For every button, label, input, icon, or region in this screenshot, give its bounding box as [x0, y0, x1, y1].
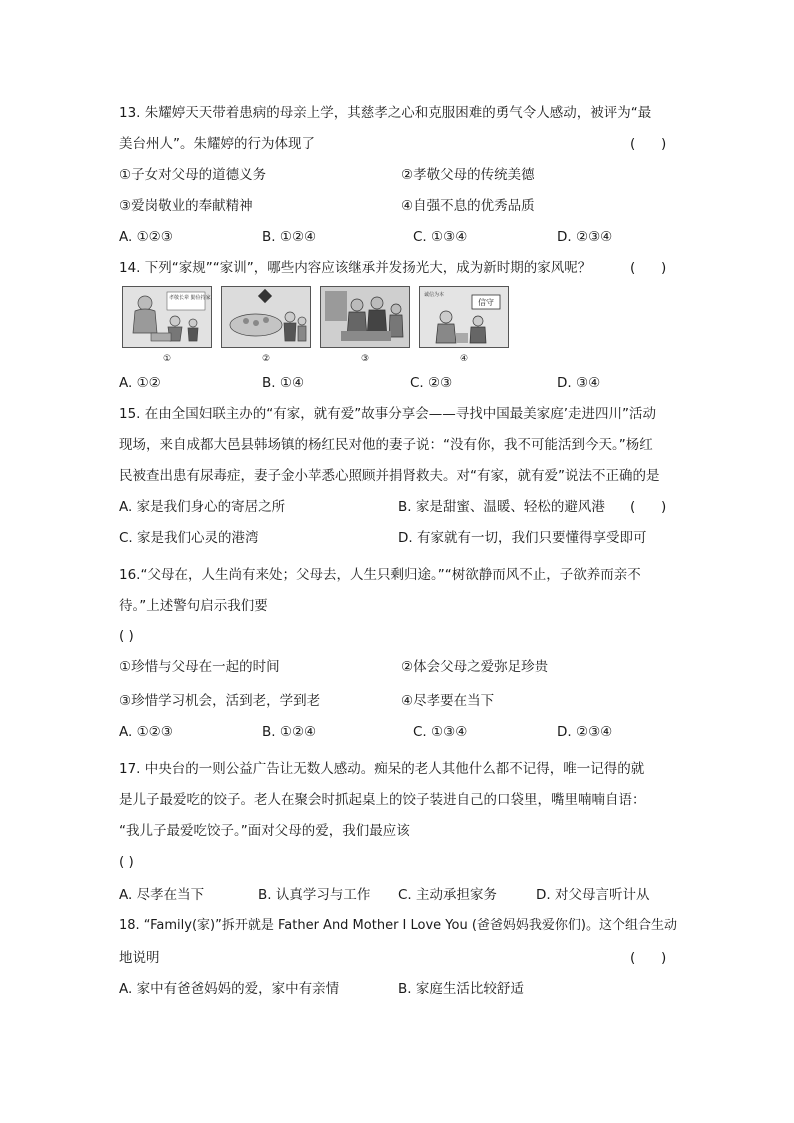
q16-option-a[interactable]: A. ①②③ [119, 724, 173, 740]
q13-option-c[interactable]: C. ①③④ [413, 229, 468, 245]
q16-option-d[interactable]: D. ②③④ [557, 724, 613, 740]
q18-stem-line1: 18. “Family(家)”拆开就是 Father And Mother I Love You (爸爸妈妈我爱你们)。这个组合生动 [119, 918, 677, 933]
q14-picture-3-label: ③ [361, 354, 370, 364]
q13-statement-3: ③爱岗敬业的奉献精神 [119, 198, 253, 214]
q14-picture-2 [221, 286, 311, 348]
q15-stem-line2: 现场，来自成都大邑县韩场镇的杨红民对他的妻子说：“没有你，我不可能活到今天。”杨红 [119, 437, 653, 453]
q14-option-b[interactable]: B. ①④ [262, 375, 305, 391]
q14-option-c[interactable]: C. ②③ [410, 375, 453, 391]
q14-picture-4-sign: 信守 [478, 298, 494, 307]
q14-picture-1-caption: 孝敬长辈 勤俭持家 [169, 295, 211, 301]
q15-stem-line1: 15. 在由全国妇联主办的“有家，就有爱”故事分享会——寻找中国最美家庭’走进四川”活动 [119, 406, 657, 422]
q15-stem-line3: 民被查出患有尿毒症，妻子金小苹悉心照顾并捐肾救夫。对“有家，就有爱”说法不正确的是 [119, 468, 660, 484]
q18-answer-blank[interactable]: ( ) [630, 950, 667, 966]
q15-option-a[interactable]: A. 家是我们身心的寄居之所 [119, 499, 286, 515]
q15-option-c[interactable]: C. 家是我们心灵的港湾 [119, 530, 259, 546]
q14-picture-2-label: ② [262, 354, 271, 364]
q15-option-b[interactable]: B. 家是甜蜜、温暖、轻松的避风港 [398, 499, 605, 515]
q14-picture-1 [122, 286, 212, 348]
q14-picture-1-label: ① [163, 354, 172, 364]
q14-picture-4-label: ④ [460, 354, 469, 364]
q18-stem-line2: 地说明 [119, 950, 160, 966]
q13-statement-2: ②孝敬父母的传统美德 [401, 167, 535, 183]
q13-statement-4: ④自强不息的优秀品质 [401, 198, 535, 214]
q13-option-d[interactable]: D. ②③④ [557, 229, 613, 245]
q13-option-a[interactable]: A. ①②③ [119, 229, 173, 245]
q17-option-a[interactable]: A. 尽孝在当下 [119, 887, 205, 903]
q17-stem-line1: 17. 中央台的一则公益广告让无数人感动。痴呆的老人其他什么都不记得，唯一记得的就 [119, 761, 645, 777]
q18-option-b[interactable]: B. 家庭生活比较舒适 [398, 981, 524, 997]
q17-option-d[interactable]: D. 对父母言听计从 [536, 887, 650, 903]
q16-statement-4: ④尽孝要在当下 [401, 693, 495, 709]
q14-picture-3 [320, 286, 410, 348]
q16-statement-2: ②体会父母之爱弥足珍贵 [401, 659, 549, 675]
q17-option-b[interactable]: B. 认真学习与工作 [258, 887, 371, 903]
q17-answer-blank[interactable]: ( ) [119, 854, 134, 870]
q17-stem-line3: “我儿子最爱吃饺子。”面对父母的爱，我们最应该 [119, 823, 410, 839]
q16-option-c[interactable]: C. ①③④ [413, 724, 468, 740]
q13-option-b[interactable]: B. ①②④ [262, 229, 317, 245]
q14-option-d[interactable]: D. ③④ [557, 375, 601, 391]
q16-stem-line2: 待。”上述警句启示我们要 [119, 598, 268, 614]
q14-option-a[interactable]: A. ①② [119, 375, 161, 391]
q13-answer-blank[interactable]: ( ) [630, 136, 667, 152]
q16-stem-line1: 16.“父母在，人生尚有来处；父母去，人生只剩归途。”“树欲静而风不止，子欲养而亲不 [119, 567, 641, 583]
q16-option-b[interactable]: B. ①②④ [262, 724, 317, 740]
q14-picture-4-caption: 诚信为本 [424, 292, 445, 298]
q14-stem-line1: 14. 下列“家规”“家训”，哪些内容应该继承并发扬光大，成为新时期的家风呢？ [119, 260, 592, 276]
q16-statement-1: ①珍惜与父母在一起的时间 [119, 659, 280, 675]
q17-stem-line2: 是儿子最爱吃的饺子。老人在聚会时抓起桌上的饺子装进自己的口袋里，嘴里喃喃自语： [119, 792, 646, 808]
q15-answer-blank[interactable]: ( ) [630, 499, 667, 515]
q14-answer-blank[interactable]: ( ) [630, 260, 667, 276]
q17-option-c[interactable]: C. 主动承担家务 [398, 887, 498, 903]
q13-statement-1: ①子女对父母的道德义务 [119, 167, 267, 183]
q13-stem-line1: 13. 朱耀婷天天带着患病的母亲上学，其慈孝之心和克服困难的勇气令人感动，被评为“最 [119, 105, 652, 121]
q13-stem-line2: 美台州人”。朱耀婷的行为体现了 [119, 136, 315, 152]
q18-option-a[interactable]: A. 家中有爸爸妈妈的爱，家中有亲情 [119, 981, 340, 997]
q16-answer-blank[interactable]: ( ) [119, 628, 134, 644]
q15-option-d[interactable]: D. 有家就有一切，我们只要懂得享受即可 [398, 530, 647, 546]
q14-picture-4 [419, 286, 509, 348]
q16-statement-3: ③珍惜学习机会，活到老，学到老 [119, 693, 321, 709]
